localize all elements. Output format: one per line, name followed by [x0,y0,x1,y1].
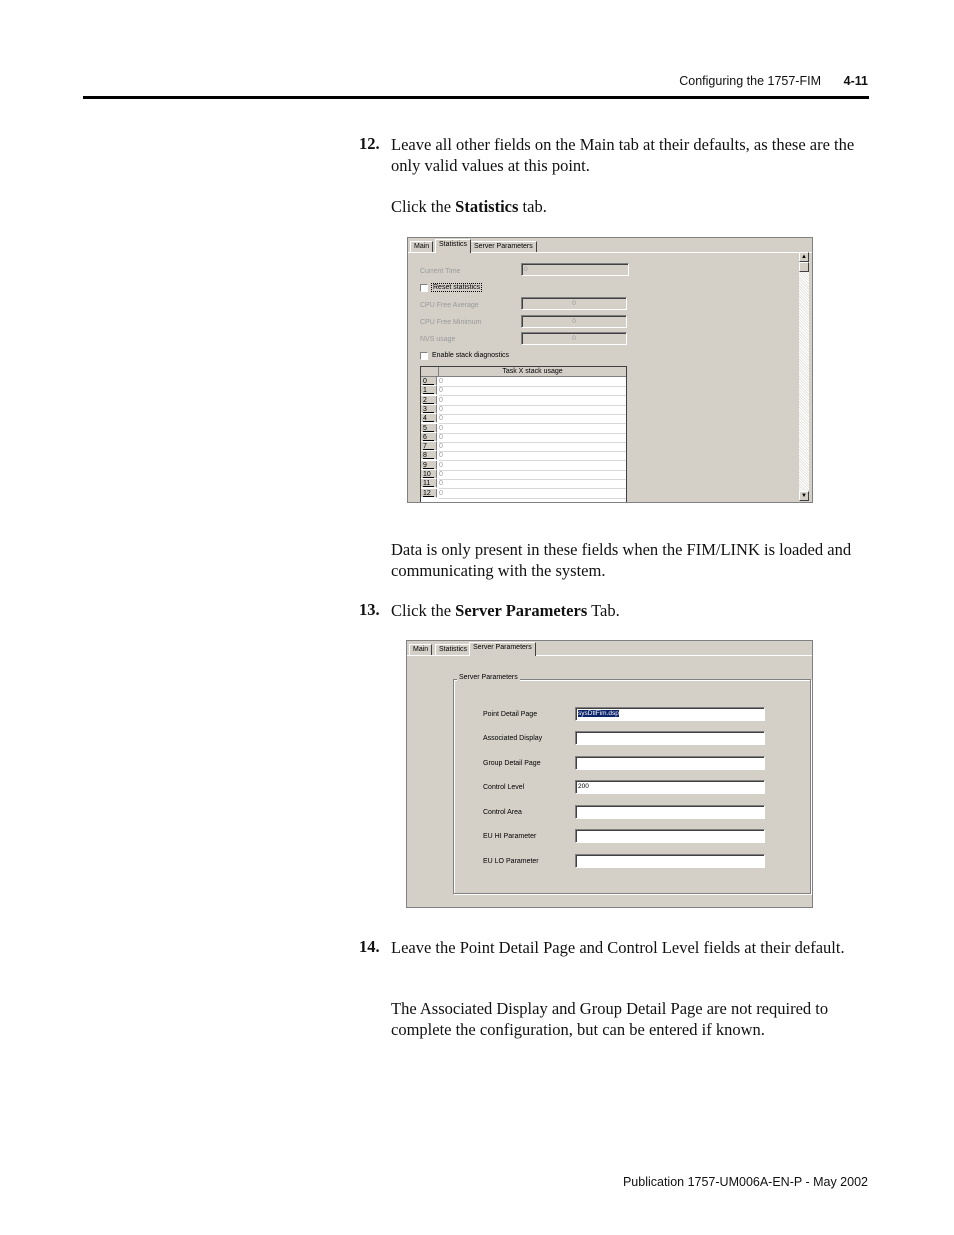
vertical-scrollbar[interactable] [799,252,809,501]
scroll-down-arrow-icon[interactable]: ▼ [799,491,809,501]
table-row[interactable] [421,396,626,405]
step-13-click-instruction [391,600,869,621]
point-detail-page-label: Point Detail Page [483,711,538,718]
tab-main[interactable]: Main [409,644,432,655]
step-12-text: Leave all other fields on the Main tab at their defaults, as these are the only valid values at this point. [391,135,855,175]
cpu-free-minimum-field: 0 [521,315,627,328]
table-row[interactable] [421,424,626,433]
eu-lo-parameter-input[interactable] [575,854,765,868]
row-index: 8 [421,451,437,460]
group-detail-page-input[interactable] [575,756,765,770]
row-index: 1 [421,386,437,395]
row-value: 0 [439,470,626,480]
tab-server-parameters[interactable]: Server Parameters [470,241,537,252]
nvs-usage-field: 0 [521,332,627,345]
statistics-dialog [407,237,813,503]
step-13-number: 13. [359,600,380,619]
table-row[interactable] [421,442,626,451]
tab-server-parameters[interactable]: Server Parameters [469,642,536,656]
scroll-thumb[interactable] [799,262,809,272]
row-index: 4 [421,414,437,423]
row-value: 0 [439,396,626,406]
group-detail-page-label: Group Detail Page [483,760,541,767]
groupbox-title: Server Parameters [459,674,518,681]
task-stack-usage-grid[interactable] [420,366,627,503]
row-index: 10 [421,470,437,479]
eu-lo-parameter-label: EU LO Parameter [483,858,539,865]
eu-hi-parameter-label: EU HI Parameter [483,833,537,840]
control-level-label: Control Level [483,784,525,791]
eu-hi-parameter-input[interactable] [575,829,765,843]
nvs-usage-label: NVS usage [420,336,456,343]
row-value: 0 [439,386,626,396]
table-row[interactable] [421,470,626,479]
page-number: 4-11 [843,74,868,88]
click-suffix: tab. [518,197,547,216]
associated-display-label: Associated Display [483,735,543,742]
grid-header-cell: Task X stack usage [438,367,626,376]
tab-statistics[interactable]: Statistics [435,239,471,253]
row-value: 0 [439,433,626,443]
row-index: 2 [421,396,437,405]
associated-display-input[interactable] [575,731,765,745]
table-row[interactable] [421,414,626,423]
header-rule [83,96,869,99]
control-level-input[interactable]: 200 [575,780,765,794]
tab-statistics[interactable]: Statistics [435,644,471,655]
tab-main[interactable]: Main [410,241,433,252]
data-presence-note: Data is only present in these fields when the FIM/LINK is loaded and communicating with the system. [391,540,852,580]
step-14-number: 14. [359,937,380,956]
table-row[interactable] [421,479,626,488]
row-index: 6 [421,433,437,442]
click-target-statistics: Statistics [455,197,519,216]
control-area-label: Control Area [483,809,522,816]
reset-statistics-checkbox[interactable] [420,284,428,292]
table-row[interactable] [421,405,626,414]
point-detail-page-input[interactable] [575,707,765,721]
grid-header [421,367,626,377]
tab-divider [407,655,812,656]
control-area-input[interactable] [575,805,765,819]
reset-statistics-label[interactable]: Reset statistics [433,284,481,291]
row-index: 9 [421,461,437,470]
server-parameters-dialog [406,640,813,908]
current-time-label: Current Time [420,268,461,275]
enable-stack-diagnostics-checkbox[interactable] [420,352,428,360]
cpu-free-average-field: 0 [521,297,627,310]
table-row[interactable] [421,386,626,395]
step-12-click-instruction [391,196,869,217]
click-suffix: Tab. [587,601,620,620]
row-value: 0 [439,405,626,415]
row-value: 0 [439,424,626,434]
cpu-free-minimum-label: CPU Free Minimum [420,319,482,326]
row-value: 0 [439,377,626,387]
publication-footer: Publication 1757-UM006A-EN-P - May 2002 [622,1175,868,1189]
click-prefix: Click the [391,601,456,620]
row-value: 0 [439,461,626,471]
row-value: 0 [439,479,626,489]
row-value: 0 [439,442,626,452]
row-index: 0 [421,377,437,386]
row-index: 12 [421,489,437,498]
row-value: 0 [439,414,626,424]
table-row[interactable] [421,451,626,460]
row-index: 7 [421,442,437,451]
section-title: Configuring the 1757-FIM [679,74,821,88]
step-12-number: 12. [359,134,380,153]
click-target-server-parameters: Server Parameters [455,601,588,620]
step-14-text: Leave the Point Detail Page and Control Level fields at their default. [391,938,845,957]
row-value: 0 [439,451,626,461]
row-value: 0 [439,489,626,499]
page-header [0,74,954,94]
enable-stack-diagnostics-label: Enable stack diagnostics [432,352,510,359]
selected-text: sysDtlFim.dsp [578,710,619,717]
table-row[interactable] [421,461,626,470]
click-prefix: Click the [391,197,456,216]
row-index: 3 [421,405,437,414]
cpu-free-average-label: CPU Free Average [420,302,479,309]
row-index: 11 [421,479,437,488]
table-row[interactable] [421,433,626,442]
step-14-text-2: The Associated Display and Group Detail Page are not required to complete the configuration, but can be entered if known. [391,999,829,1039]
table-row[interactable] [421,489,626,498]
current-time-field: 0 [521,263,629,276]
scroll-up-arrow-icon[interactable]: ▲ [799,252,809,262]
row-index: 5 [421,424,437,433]
table-row[interactable] [421,377,626,386]
